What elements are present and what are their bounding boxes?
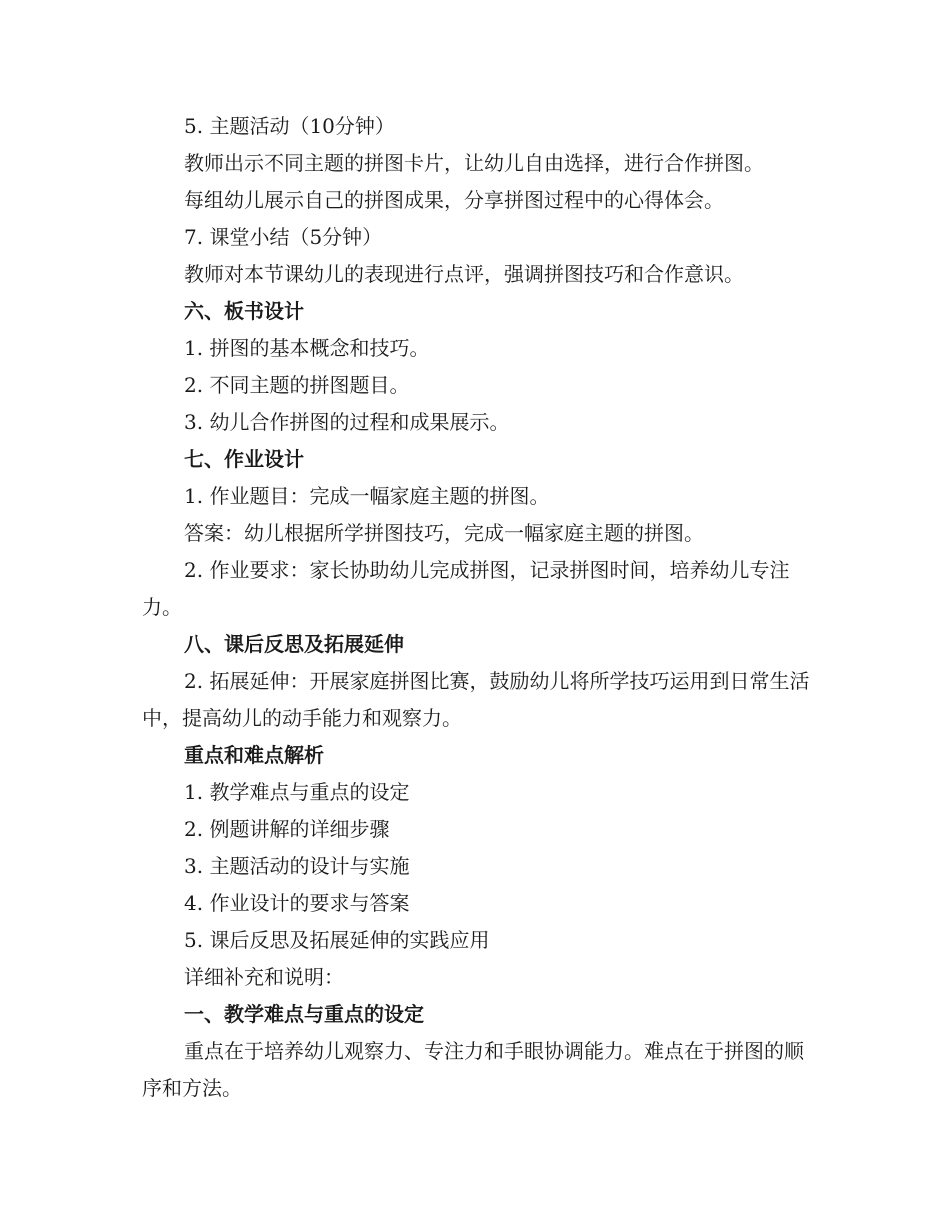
list-item: 1. 拼图的基本概念和技巧。	[184, 336, 430, 360]
list-item: 2. 作业要求：家长协助幼儿完成拼图，记录拼图时间，培养幼儿专注力。	[142, 558, 790, 619]
list-item: 5. 课后反思及拓展延伸的实践应用	[184, 928, 490, 952]
list-item: 3. 幼儿合作拼图的过程和成果展示。	[184, 410, 510, 434]
section-heading: 六、板书设计	[184, 299, 304, 323]
list-item: 2. 不同主题的拼图题目。	[184, 373, 410, 397]
paragraph: 教师出示不同主题的拼图卡片，让幼儿自由选择，进行合作拼图。	[184, 151, 764, 175]
paragraph: 教师对本节课幼儿的表现进行点评，强调拼图技巧和合作意识。	[184, 262, 744, 286]
section-heading: 重点和难点解析	[184, 743, 324, 767]
paragraph: 重点在于培养幼儿观察力、专注力和手眼协调能力。难点在于拼图的顺序和方法。	[142, 1039, 804, 1100]
document-body	[142, 108, 810, 1107]
section-heading: 七、作业设计	[184, 447, 304, 471]
list-item: 1. 作业题目：完成一幅家庭主题的拼图。	[184, 484, 550, 508]
list-item: 7. 课堂小结（5分钟）	[184, 225, 383, 249]
list-item: 4. 作业设计的要求与答案	[184, 891, 410, 915]
section-heading: 一、教学难点与重点的设定	[184, 1002, 424, 1026]
paragraph: 每组幼儿展示自己的拼图成果，分享拼图过程中的心得体会。	[184, 188, 724, 212]
list-item: 5. 主题活动（10分钟）	[184, 114, 395, 138]
list-item: 1. 教学难点与重点的设定	[184, 780, 410, 804]
paragraph: 详细补充和说明：	[184, 965, 344, 989]
section-heading: 八、课后反思及拓展延伸	[184, 632, 404, 656]
paragraph: 答案：幼儿根据所学拼图技巧，完成一幅家庭主题的拼图。	[184, 521, 704, 545]
list-item: 2. 例题讲解的详细步骤	[184, 817, 390, 841]
list-item: 3. 主题活动的设计与实施	[184, 854, 410, 878]
list-item: 2. 拓展延伸：开展家庭拼图比赛，鼓励幼儿将所学技巧运用到日常生活中，提高幼儿的动手能力和观察力。	[142, 669, 810, 730]
